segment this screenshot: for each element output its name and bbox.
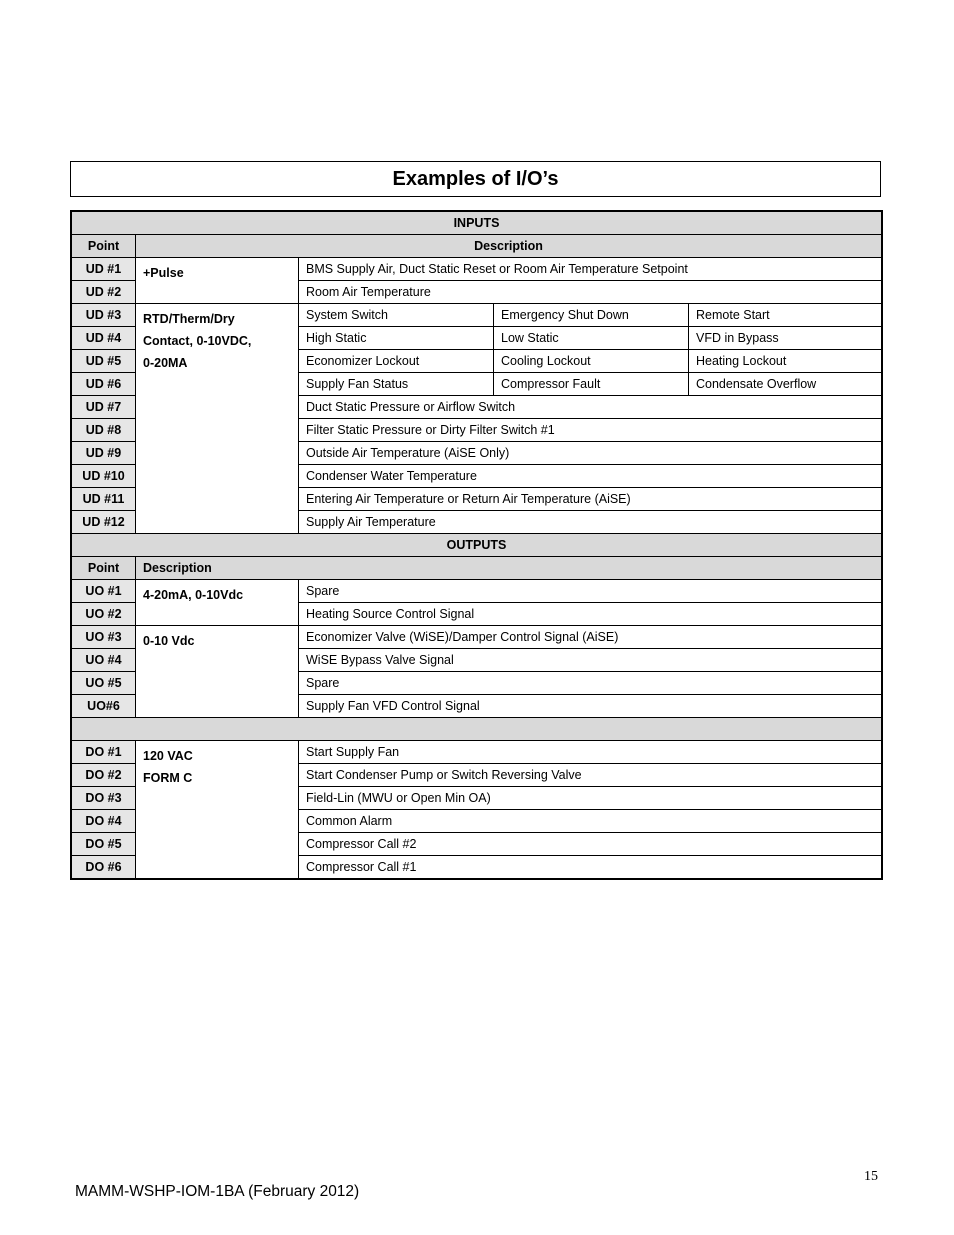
group-line: 0-20MA xyxy=(143,356,188,370)
group-label xyxy=(136,304,299,534)
description-header: Description xyxy=(136,235,883,258)
point-description: Compressor Fault xyxy=(494,373,689,396)
point-description: Remote Start xyxy=(689,304,883,327)
point-label: UD #12 xyxy=(71,511,136,534)
point-label: DO #5 xyxy=(71,833,136,856)
point-description: Spare xyxy=(299,580,883,603)
point-description: Common Alarm xyxy=(299,810,883,833)
point-label: UO #5 xyxy=(71,672,136,695)
table-row xyxy=(71,304,882,327)
outputs-header-row xyxy=(71,534,882,557)
table-row xyxy=(71,580,882,603)
table-row xyxy=(71,258,882,281)
point-description: Start Supply Fan xyxy=(299,741,883,764)
group-label: 4-20mA, 0-10Vdc xyxy=(136,580,299,626)
point-description: Condenser Water Temperature xyxy=(299,465,883,488)
page-number: 15 xyxy=(864,1169,878,1184)
separator-cell xyxy=(71,718,882,741)
document-id: MAMM-WSHP-IOM-1BA (February 2012) xyxy=(75,1183,360,1200)
point-label: DO #6 xyxy=(71,856,136,880)
point-description: Filter Static Pressure or Dirty Filter Switch #1 xyxy=(299,419,883,442)
group-line: FORM C xyxy=(143,771,193,785)
point-description: Heating Source Control Signal xyxy=(299,603,883,626)
inputs-header-row xyxy=(71,211,882,235)
outputs-subheader-row xyxy=(71,557,882,580)
inputs-subheader-row xyxy=(71,235,882,258)
point-label: UD #1 xyxy=(71,258,136,281)
outputs-header: OUTPUTS xyxy=(71,534,882,557)
point-description: Economizer Lockout xyxy=(299,350,494,373)
point-description: Compressor Call #2 xyxy=(299,833,883,856)
point-description: Heating Lockout xyxy=(689,350,883,373)
point-label: UD #7 xyxy=(71,396,136,419)
description-header: Description xyxy=(136,557,883,580)
point-label: UD #3 xyxy=(71,304,136,327)
point-label: UD #10 xyxy=(71,465,136,488)
point-description: Economizer Valve (WiSE)/Damper Control Signal (AiSE) xyxy=(299,626,883,649)
point-description: Duct Static Pressure or Airflow Switch xyxy=(299,396,883,419)
point-description: Cooling Lockout xyxy=(494,350,689,373)
page-title: Examples of I/O’s xyxy=(70,161,881,197)
point-label: UD #2 xyxy=(71,281,136,304)
point-label: UD #6 xyxy=(71,373,136,396)
point-description: Entering Air Temperature or Return Air Temperature (AiSE) xyxy=(299,488,883,511)
group-line: 120 VAC xyxy=(143,749,193,763)
io-table xyxy=(70,210,883,880)
point-label: DO #3 xyxy=(71,787,136,810)
point-description: Condensate Overflow xyxy=(689,373,883,396)
group-line: RTD/Therm/Dry xyxy=(143,312,235,326)
point-label: UD #5 xyxy=(71,350,136,373)
point-label: UO #4 xyxy=(71,649,136,672)
separator-row xyxy=(71,718,882,741)
point-description: Supply Fan VFD Control Signal xyxy=(299,695,883,718)
point-description: VFD in Bypass xyxy=(689,327,883,350)
point-description: System Switch xyxy=(299,304,494,327)
point-label: UD #4 xyxy=(71,327,136,350)
point-label: UO#6 xyxy=(71,695,136,718)
point-description: Room Air Temperature xyxy=(299,281,883,304)
point-description: WiSE Bypass Valve Signal xyxy=(299,649,883,672)
table-row xyxy=(71,626,882,649)
point-label: UO #3 xyxy=(71,626,136,649)
point-label: DO #4 xyxy=(71,810,136,833)
point-label: DO #2 xyxy=(71,764,136,787)
table-row xyxy=(71,741,882,764)
point-label: UO #2 xyxy=(71,603,136,626)
point-description: BMS Supply Air, Duct Static Reset or Room Air Temperature Setpoint xyxy=(299,258,883,281)
group-label: +Pulse xyxy=(136,258,299,304)
point-description: Outside Air Temperature (AiSE Only) xyxy=(299,442,883,465)
point-label: DO #1 xyxy=(71,741,136,764)
point-description: Low Static xyxy=(494,327,689,350)
point-header: Point xyxy=(71,235,136,258)
point-header: Point xyxy=(71,557,136,580)
point-description: Supply Air Temperature xyxy=(299,511,883,534)
point-label: UO #1 xyxy=(71,580,136,603)
point-label: UD #9 xyxy=(71,442,136,465)
point-label: UD #8 xyxy=(71,419,136,442)
point-description: Compressor Call #1 xyxy=(299,856,883,880)
group-label: 0-10 Vdc xyxy=(136,626,299,718)
group-label xyxy=(136,741,299,880)
inputs-header: INPUTS xyxy=(71,211,882,235)
point-description: High Static xyxy=(299,327,494,350)
point-description: Start Condenser Pump or Switch Reversing Valve xyxy=(299,764,883,787)
point-description: Emergency Shut Down xyxy=(494,304,689,327)
point-label: UD #11 xyxy=(71,488,136,511)
group-line: Contact, 0-10VDC, xyxy=(143,334,252,348)
point-description: Supply Fan Status xyxy=(299,373,494,396)
point-description: Field-Lin (MWU or Open Min OA) xyxy=(299,787,883,810)
point-description: Spare xyxy=(299,672,883,695)
